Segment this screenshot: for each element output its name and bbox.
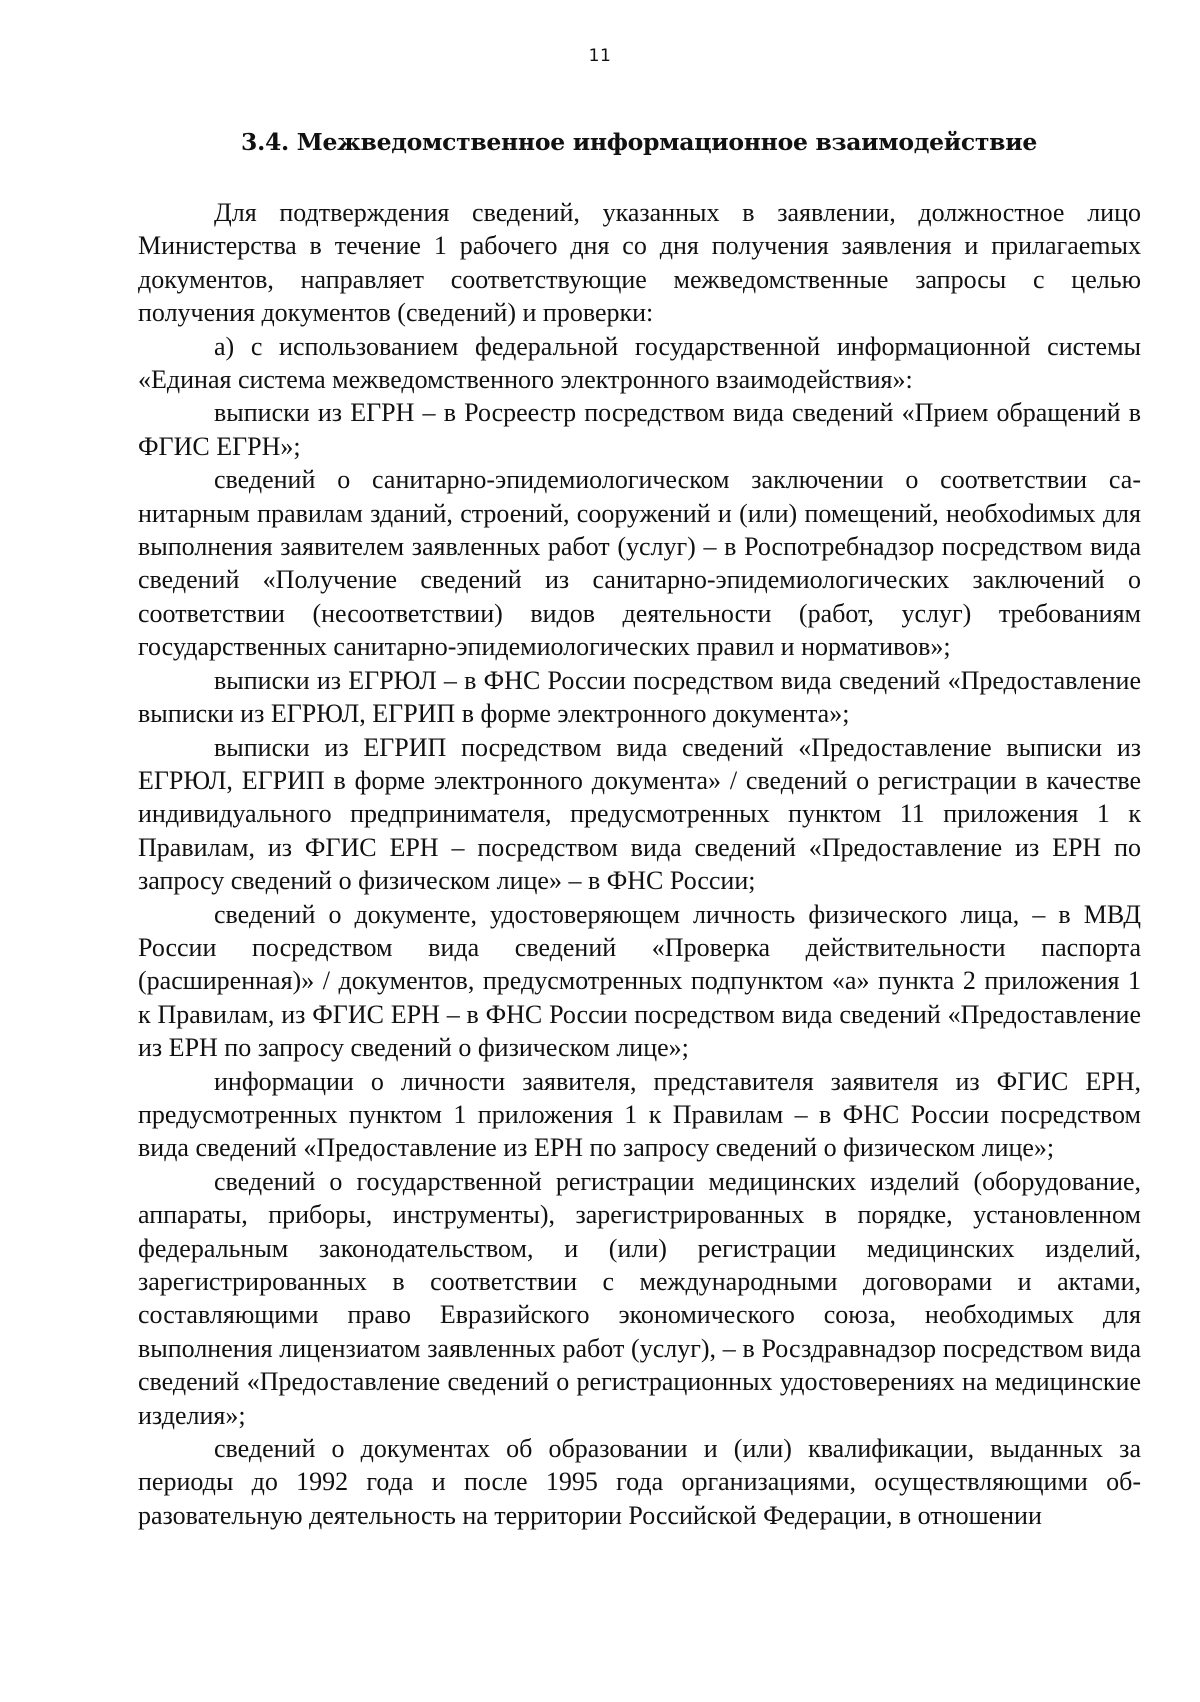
paragraph-sanitary: сведений о санитарно-эпидемиологическом заключении о соответствии санитарным правилам зданий, строений, сооружений и (или) помещений, необхоdимых для выполнения заявителем заявленных работ (услуг) – в Роспотребнадзор посредством вида сведений «Получение сведений из санитарно-эпидемиологических заключений о соответствии (несоответствии) видов деятельности (работ, услуг) требованиям государственных санитарно-эпидемиологических правил и нормативов»; bbox=[138, 465, 1141, 662]
paragraph-egrn: выписки из ЕГРН – в Росреестр посредством вида сведений «Прием обращений в ФГИС ЕГРН»; bbox=[138, 398, 1141, 461]
paragraph-education-documents: сведений о документах об образовании и (или) квалификации, выданных за периоды до 1992 года и после 1995 года организациями, осуществляющими образовательную деятельность на территории Российской Федерации, в отношении bbox=[138, 1434, 1141, 1530]
document-body bbox=[138, 196, 1141, 1532]
paragraph-item-a: а) с использованием федеральной государственной информационной системы «Единая система межведомственного электронного взаимодействия»: bbox=[138, 331, 1141, 395]
paragraph-egrul: выписки из ЕГРЮЛ – в ФНС России посредством вида сведений «Предоставление выписки из ЕГРЮЛ, ЕГРИП в форме электронного документа»; bbox=[138, 665, 1141, 729]
paragraph-applicant-info: информации о личности заявителя, представителя заявителя из ФГИС ЕРН, предусмотренных пунктом 1 приложения 1 к Правилам – в ФНС России посредством вида сведений «Предоставление из ЕРН по запросу сведений о физическом лице»; bbox=[138, 1066, 1141, 1163]
section-heading: 3.4. Межведомственное информационное взаимодействие bbox=[241, 128, 1037, 156]
page-number: 11 bbox=[588, 46, 612, 66]
paragraph-medical-devices: сведений о государственной регистрации медицинских изделий (оборудование, аппараты, приборы, инструменты), зарегистрированных в порядке, установленном федеральным законодательством, и (или) регистрации медицинских изделий, зарегистрированных в соответствии с международными договорами и актами, составляющими право Евразийского экономического союза, необходимых для выполнения лицензиатом заявленных работ (услуг), – в Росздравнадзор посредством вида сведений «Предоставление сведений о регистрационных удостоверениях на медицинские изделия»; bbox=[138, 1166, 1141, 1430]
paragraph-egrip: выписки из ЕГРИП посредством вида сведений «Предоставление выписки из ЕГРЮЛ, ЕГРИП в форме электронного документа» / сведений о регистрации в качестве индивидуального предпринимателя, предусмотренных пунктом 11 приложения 1 к Правилам, из ФГИС ЕРН – посредством вида сведений «Предоставление из ЕРН по запросу сведений о физическом лице» – в ФНС России; bbox=[138, 732, 1141, 896]
paragraph-intro: Для подтверждения сведений, указанных в заявлении, должностное лицо Министерства в течение 1 рабочего дня со дня получения заявления и прилагаemых документов, направляет соответствующие межведомственные запросы с целью получения документов (сведений) и проверки: bbox=[138, 198, 1141, 328]
paragraph-identity-document: сведений о документе, удостоверяющем личность физического лица, – в МВД России посредством вида сведений «Проверка действительности паспорта (расширенная)» / документов, предусмотренных подпунктом «а» пункта 2 приложения 1 к Правилам, из ФГИС ЕРН – в ФНС России посредством вида сведений «Предоставление из ЕРН по запросу сведений о физическом лице»; bbox=[138, 899, 1141, 1063]
